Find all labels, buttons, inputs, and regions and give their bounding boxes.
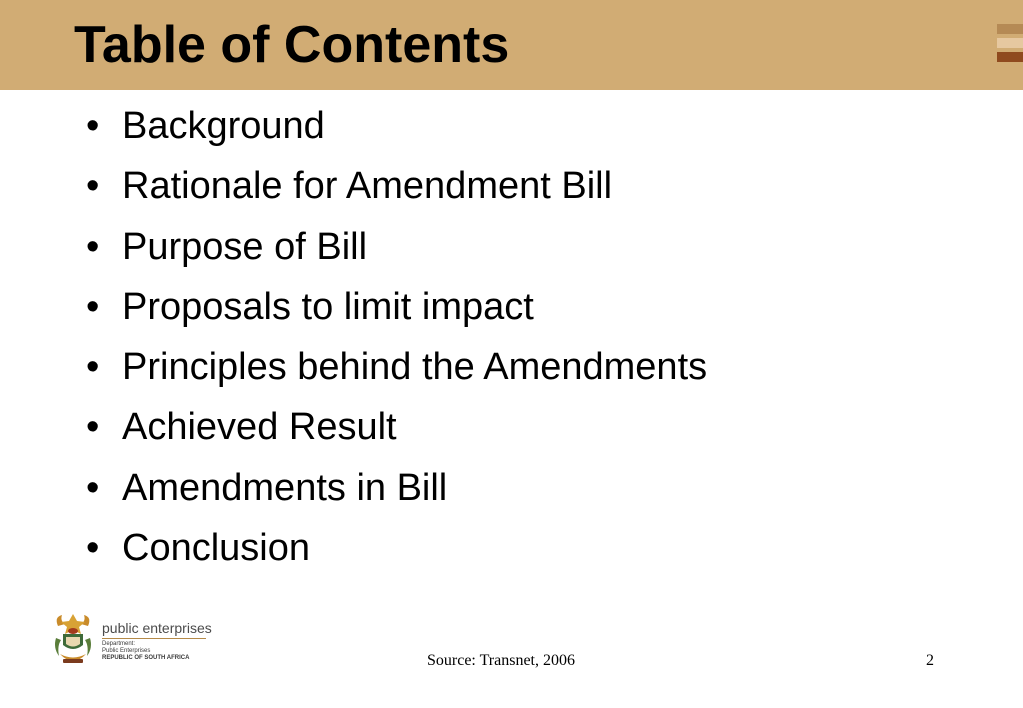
bullet: • [86, 285, 100, 328]
logo-brand: public enterprises [102, 620, 212, 636]
toc-item-label: Proposals to limit impact [122, 285, 534, 328]
source-note: Source: Transnet, 2006 [427, 652, 575, 669]
toc-item [86, 219, 707, 279]
logo-line: REPUBLIC OF SOUTH AFRICA [102, 655, 190, 661]
corner-stripe [997, 24, 1023, 34]
coat-of-arms-icon [52, 612, 94, 668]
toc-item [86, 98, 707, 158]
header-band [0, 0, 1023, 90]
page-number: 2 [926, 652, 934, 669]
slide-title: Table of Contents [74, 16, 510, 74]
bullet: • [86, 466, 100, 509]
corner-stripes [997, 24, 1023, 66]
logo-rule [102, 638, 206, 639]
toc-item-label: Conclusion [122, 527, 310, 570]
toc-list [86, 98, 707, 580]
bullet: • [86, 165, 100, 208]
toc-item [86, 158, 707, 218]
bullet: • [86, 346, 100, 389]
corner-stripe [997, 52, 1023, 62]
toc-item-label: Achieved Result [122, 406, 397, 449]
toc-item-label: Background [122, 105, 325, 147]
toc-item-label: Purpose of Bill [122, 225, 368, 268]
toc-item [86, 399, 707, 459]
toc-item [86, 339, 707, 399]
toc-item-label: Amendments in Bill [122, 466, 448, 509]
department-logo [52, 612, 212, 672]
bullet: • [86, 406, 100, 449]
toc-item-label: Rationale for Amendment Bill [122, 165, 613, 208]
logo-line: Public Enterprises [102, 648, 151, 654]
toc-item-label: Principles behind the Amendments [122, 346, 708, 389]
toc-item [86, 460, 707, 520]
bullet: • [86, 225, 100, 268]
corner-stripe [997, 38, 1023, 48]
toc-item [86, 520, 707, 580]
bullet: • [86, 105, 100, 147]
bullet: • [86, 527, 100, 570]
toc-item [86, 279, 707, 339]
logo-line: Department: [102, 641, 136, 647]
